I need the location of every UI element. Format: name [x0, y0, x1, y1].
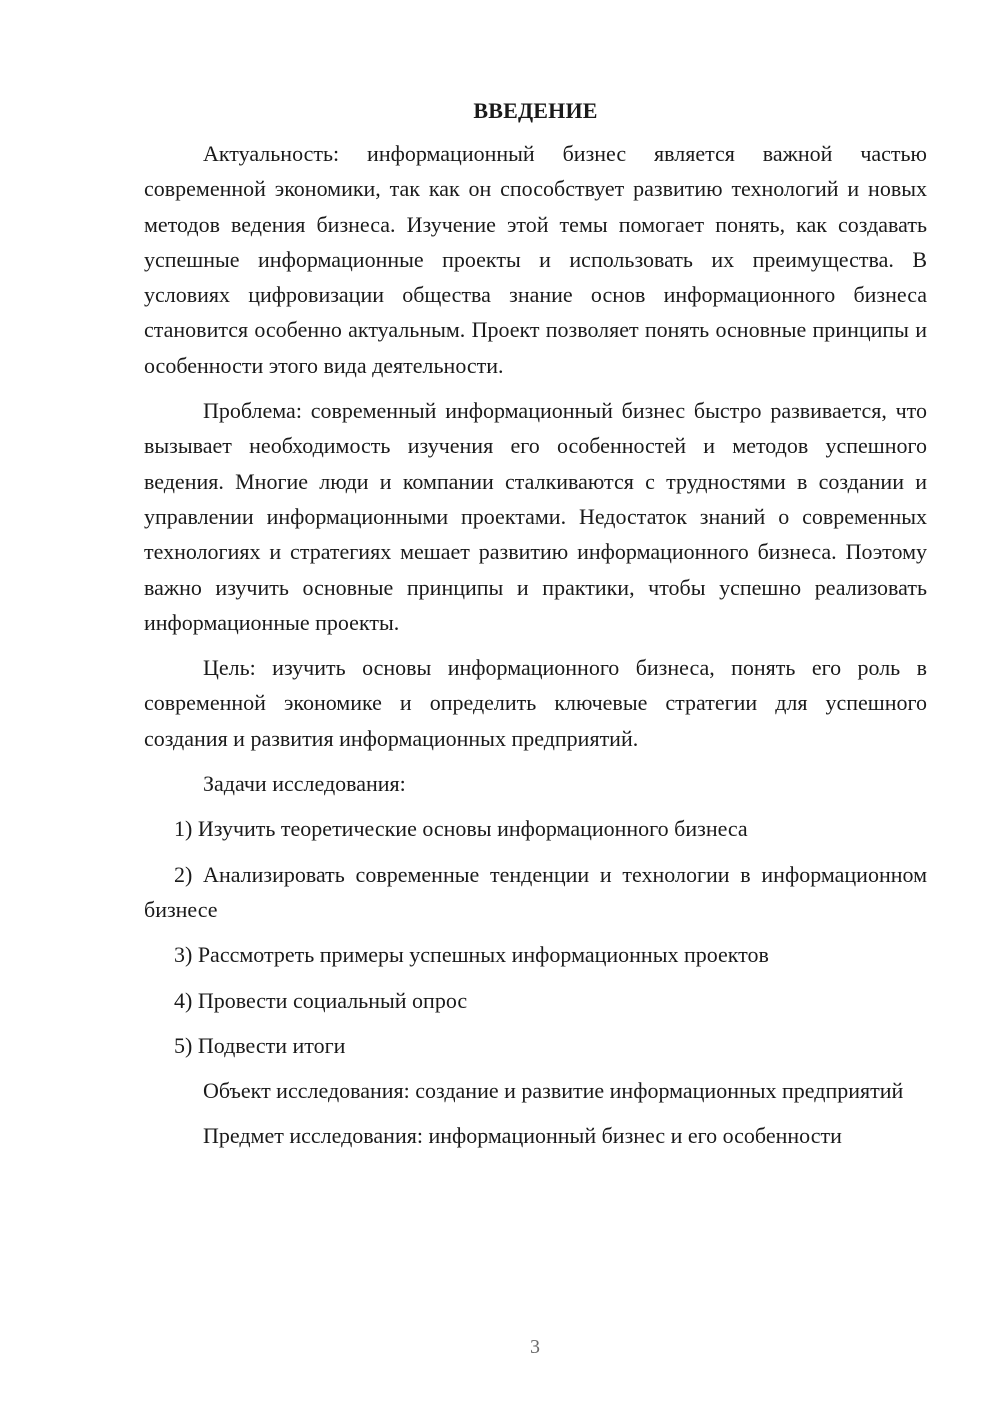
page-number: 3 — [530, 1336, 540, 1358]
object-paragraph: Объект исследования: создание и развитие информационных предприятий — [203, 1078, 904, 1104]
page-content — [144, 96, 927, 1164]
task-item: 5) Подвести итоги — [174, 1032, 346, 1058]
problem-paragraph: Проблема: современный информационный бизнес быстро развивается, что вызывает необходимость изучения его особенностей и методов успешного ведения. Многие люди и компании сталкиваются с трудностями в создании и управлении информационными проектами. Недостаток знаний о современных технологиях и стратегиях мешает развитию информационного бизнеса. Поэтому важно изучить основные принципы и практики, чтобы успешно реализовать информационные проекты. — [144, 398, 927, 635]
task-item: 2) Анализировать современные тенденции и технологии в информационном бизнесе — [144, 861, 927, 922]
task-item: 1) Изучить теоретические основы информационного бизнеса — [174, 816, 748, 842]
task-item: 4) Провести социальный опрос — [174, 987, 468, 1013]
section-heading: ВВЕДЕНИЕ — [473, 98, 598, 123]
relevance-paragraph: Актуальность: информационный бизнес является важной частью современной экономики, так как он способствует развитию технологий и новых методов ведения бизнеса. Изучение этой темы помогает понять, как создавать успешные информационные проекты и использовать их преимущества. В условиях цифровизации общества знание основ информационного бизнеса становится особенно актуальным. Проект позволяет понять основные принципы и особенности этого вида деятельности. — [144, 141, 927, 378]
goal-paragraph: Цель: изучить основы информационного бизнеса, понять его роль в современной экономике и определить ключевые стратегии для успешного создания и развития информационных предприятий. — [144, 655, 927, 751]
subject-paragraph: Предмет исследования: информационный бизнес и его особенности — [203, 1123, 842, 1149]
tasks-title: Задачи исследования: — [203, 771, 406, 797]
task-item: 3) Рассмотреть примеры успешных информационных проектов — [174, 942, 769, 968]
